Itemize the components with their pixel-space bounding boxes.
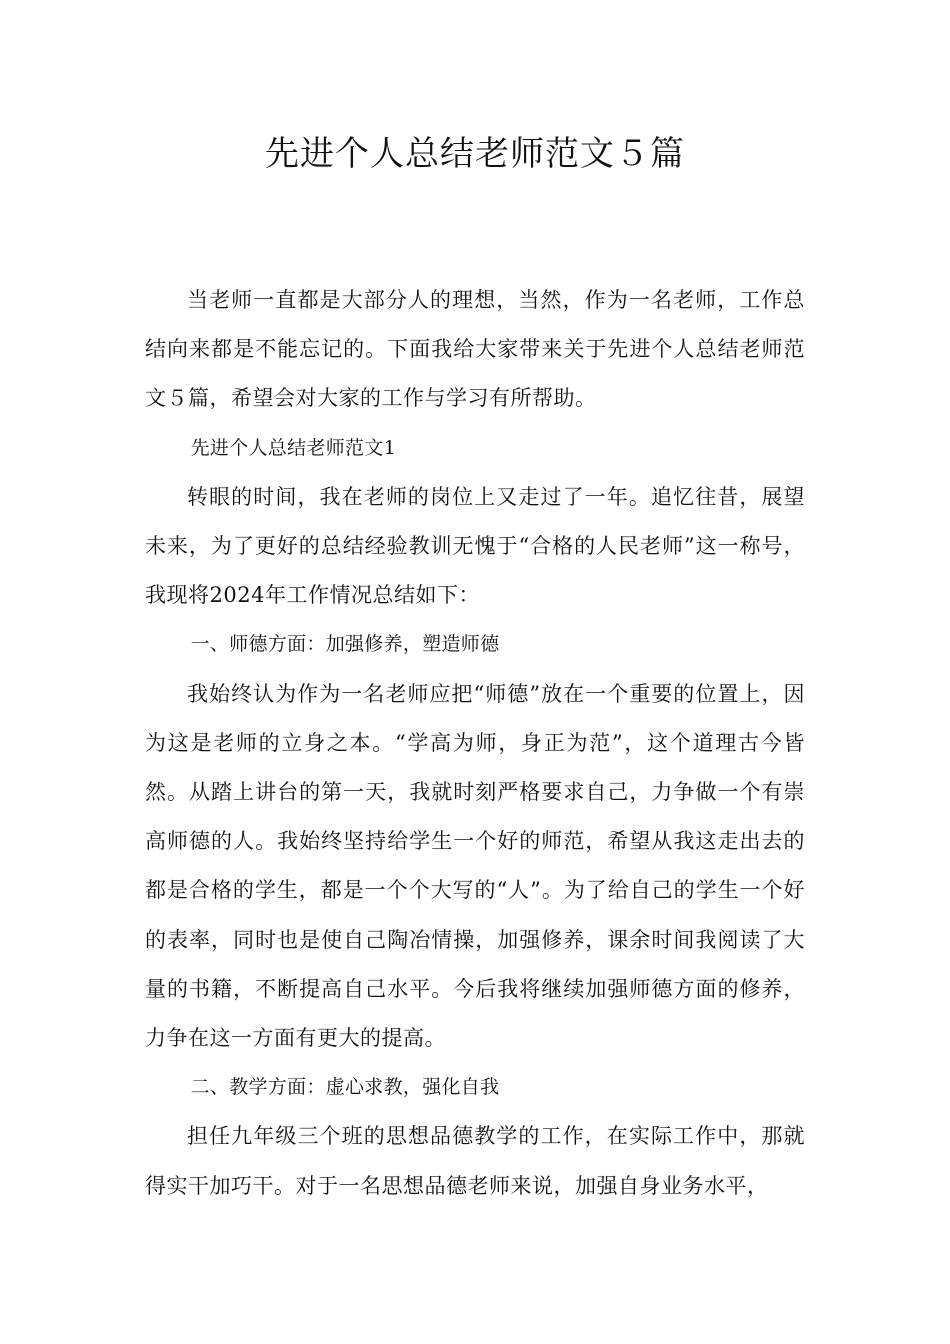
- section-heading-teaching: 二、教学方面：虚心求教，强化自我: [190, 1076, 500, 1099]
- document-body: [145, 276, 805, 1211]
- intro-paragraph: 当老师一直都是大部分人的理想，当然，作为一名老师，工作总结向来都是不能忘记的。下面我给大家带来关于先进个人总结老师范文５篇，希望会对大家的工作与学习有所帮助。: [145, 288, 805, 411]
- section-heading-sample-1: 先进个人总结老师范文1: [190, 436, 396, 459]
- body-paragraph: 转眼的时间，我在老师的岗位上又走过了一年。追忆往昔，展望未来，为了更好的总结经验教训无愧于“合格的人民老师”这一称号，我现将2024年工作情况总结如下：: [145, 484, 805, 608]
- body-paragraph: 担任九年级三个班的思想品德教学的工作，在实际工作中，那就得实干加巧干。对于一名思想品德老师来说，加强自身业务水平，: [145, 1124, 805, 1198]
- section-heading-ethics: 一、师德方面：加强修养，塑造师德: [190, 633, 500, 656]
- page-title: 先进个人总结老师范文５篇: [265, 134, 685, 174]
- body-paragraph: 我始终认为作为一名老师应把“师德”放在一个重要的位置上，因为这是老师的立身之本。“学高为师，身正为范”，这个道理古今皆然。从踏上讲台的第一天，我就时刻严格要求自己，力争做一个有崇高师德的人。我始终坚持给学生一个好的师范，希望从我这走出去的都是合格的学生，都是一个个大写的“人”。为了给自己的学生一个好的表率，同时也是使自己陶冶情操，加强修养，课余时间我阅读了大量的书籍，不断提高自己水平。今后我将继续加强师德方面的修养，力争在这一方面有更大的提高。: [145, 681, 805, 1051]
